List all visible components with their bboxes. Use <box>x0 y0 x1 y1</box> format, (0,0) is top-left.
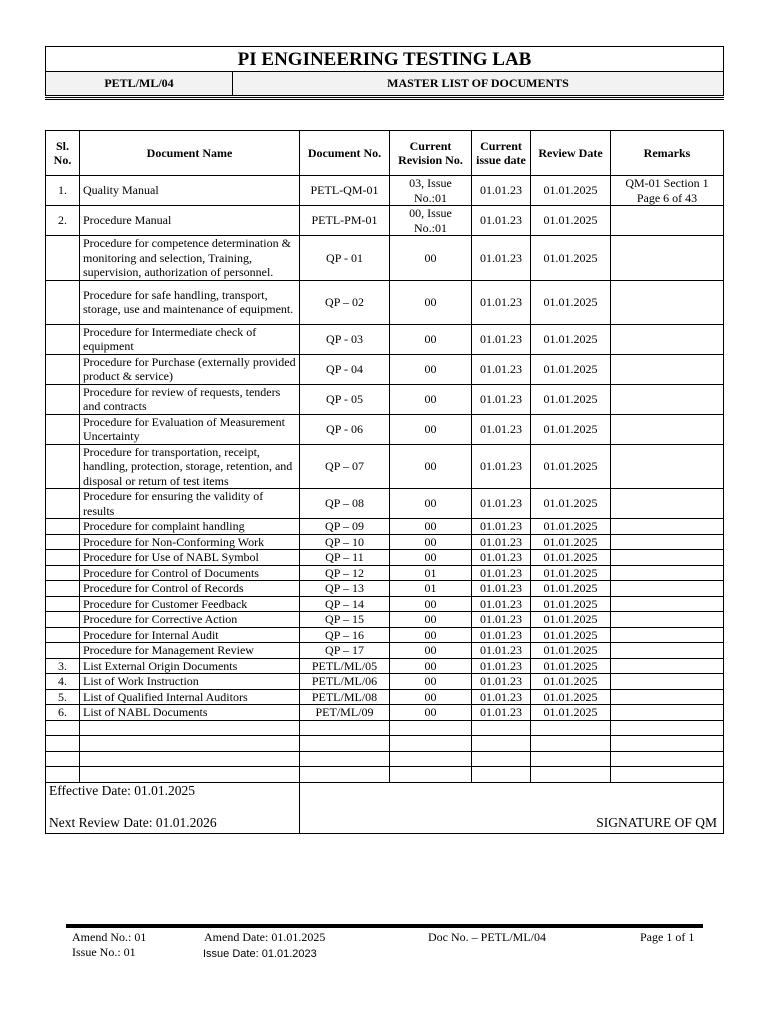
cell-revision: 00 <box>390 384 472 414</box>
cell-revision: 00 <box>390 280 472 324</box>
cell-sl <box>46 280 80 324</box>
table-header-row <box>46 131 724 176</box>
cell-name: List of NABL Documents <box>80 705 300 721</box>
cell-remarks <box>611 612 724 628</box>
cell-doc-no: QP – 15 <box>300 612 390 628</box>
cell-issue-date: 01.01.23 <box>472 176 531 206</box>
cell-remarks <box>611 643 724 659</box>
cell-issue-date: 01.01.23 <box>472 354 531 384</box>
cell-sl <box>46 581 80 597</box>
cell-remarks <box>611 236 724 281</box>
document-code: PETL/ML/04 <box>46 72 233 95</box>
table-row <box>46 354 724 384</box>
header-double-rule <box>45 97 724 100</box>
cell-sl <box>46 534 80 550</box>
cell-revision: 01 <box>390 581 472 597</box>
cell-revision: 00 <box>390 643 472 659</box>
cell-name: Procedure for safe handling, transport, storage, use and maintenance of equipment. <box>80 280 300 324</box>
cell-issue-date: 01.01.23 <box>472 627 531 643</box>
blank-row <box>46 751 724 767</box>
cell-issue-date: 01.01.23 <box>472 581 531 597</box>
cell-doc-no: PETL/ML/08 <box>300 689 390 705</box>
cell-name: Procedure for Use of NABL Symbol <box>80 550 300 566</box>
cell-revision: 00 <box>390 612 472 628</box>
table-row <box>46 643 724 659</box>
col-remarks: Remarks <box>611 131 724 176</box>
cell-sl <box>46 596 80 612</box>
cell-name: Procedure for Internal Audit <box>80 627 300 643</box>
cell-issue-date: 01.01.23 <box>472 612 531 628</box>
cell-review-date: 01.01.2025 <box>531 354 611 384</box>
master-list-table <box>45 130 724 834</box>
col-document-name: Document Name <box>80 131 300 176</box>
cell-doc-no: PETL-QM-01 <box>300 176 390 206</box>
cell-doc-no: QP – 14 <box>300 596 390 612</box>
table-row <box>46 534 724 550</box>
cell-revision: 00 <box>390 324 472 354</box>
table-row <box>46 581 724 597</box>
cell-issue-date: 01.01.23 <box>472 643 531 659</box>
cell-revision: 00 <box>390 674 472 690</box>
cell-doc-no: QP – 13 <box>300 581 390 597</box>
header-subrow <box>46 72 723 95</box>
cell-review-date: 01.01.2025 <box>531 705 611 721</box>
cell-revision: 00 <box>390 550 472 566</box>
cell-remarks <box>611 550 724 566</box>
cell-doc-no: QP - 04 <box>300 354 390 384</box>
blank-row <box>46 736 724 752</box>
cell-doc-no: QP – 07 <box>300 444 390 489</box>
table-row <box>46 384 724 414</box>
cell-doc-no: QP – 16 <box>300 627 390 643</box>
cell-review-date: 01.01.2025 <box>531 643 611 659</box>
cell-issue-date: 01.01.23 <box>472 705 531 721</box>
cell-review-date: 01.01.2025 <box>531 534 611 550</box>
cell-doc-no: PETL/ML/05 <box>300 658 390 674</box>
table-row <box>46 612 724 628</box>
cell-sl <box>46 444 80 489</box>
cell-issue-date: 01.01.23 <box>472 658 531 674</box>
cell-revision: 00 <box>390 534 472 550</box>
cell-name: Procedure for competence determination & monitoring and selection, Training, supervision, authorization of personnel. <box>80 236 300 281</box>
issue-date: Issue Date: 01.01.2023 <box>203 948 317 960</box>
cell-remarks: QM-01 Section 1 Page 6 of 43 <box>611 176 724 206</box>
cell-name: Procedure for Intermediate check of equipment <box>80 324 300 354</box>
cell-name: Procedure for ensuring the validity of results <box>80 489 300 519</box>
cell-name: List External Origin Documents <box>80 658 300 674</box>
cell-name: Procedure for Evaluation of Measurement Uncertainty <box>80 414 300 444</box>
cell-name: Procedure for Customer Feedback <box>80 596 300 612</box>
table-row <box>46 689 724 705</box>
cell-sl: 4. <box>46 674 80 690</box>
cell-revision: 00 <box>390 658 472 674</box>
col-review-date: Review Date <box>531 131 611 176</box>
next-review-date: Next Review Date: 01.01.2026 <box>49 814 217 830</box>
cell-review-date: 01.01.2025 <box>531 324 611 354</box>
cell-review-date: 01.01.2025 <box>531 627 611 643</box>
cell-review-date: 01.01.2025 <box>531 596 611 612</box>
cell-remarks <box>611 489 724 519</box>
cell-revision: 00 <box>390 236 472 281</box>
cell-remarks <box>611 596 724 612</box>
cell-issue-date: 01.01.23 <box>472 674 531 690</box>
cell-revision: 00 <box>390 489 472 519</box>
cell-remarks <box>611 324 724 354</box>
effective-date: Effective Date: 01.01.2025 <box>49 782 195 798</box>
page-number: Page 1 of 1 <box>640 930 695 944</box>
cell-review-date: 01.01.2025 <box>531 658 611 674</box>
footer-doc-no: Doc No. – PETL/ML/04 <box>428 930 546 944</box>
cell-doc-no: QP – 17 <box>300 643 390 659</box>
qm-signature-label: SIGNATURE OF QM <box>596 815 717 830</box>
cell-review-date: 01.01.2025 <box>531 550 611 566</box>
cell-remarks <box>611 444 724 489</box>
cell-name: Procedure for review of requests, tenders and contracts <box>80 384 300 414</box>
cell-name: Quality Manual <box>80 176 300 206</box>
cell-remarks <box>611 658 724 674</box>
document-header <box>45 46 724 96</box>
cell-issue-date: 01.01.23 <box>472 280 531 324</box>
cell-sl: 2. <box>46 206 80 236</box>
cell-name: Procedure for Purchase (externally provided product & service) <box>80 354 300 384</box>
table-row <box>46 414 724 444</box>
table-row <box>46 705 724 721</box>
cell-remarks <box>611 206 724 236</box>
cell-issue-date: 01.01.23 <box>472 414 531 444</box>
cell-issue-date: 01.01.23 <box>472 324 531 354</box>
cell-issue-date: 01.01.23 <box>472 534 531 550</box>
cell-review-date: 01.01.2025 <box>531 444 611 489</box>
col-current-revision: Current Revision No. <box>390 131 472 176</box>
cell-remarks <box>611 354 724 384</box>
cell-revision: 01 <box>390 565 472 581</box>
table-row <box>46 176 724 206</box>
cell-revision: 00 <box>390 689 472 705</box>
cell-issue-date: 01.01.23 <box>472 565 531 581</box>
cell-review-date: 01.01.2025 <box>531 519 611 535</box>
cell-doc-no: QP - 03 <box>300 324 390 354</box>
cell-remarks <box>611 384 724 414</box>
lab-title: PI ENGINEERING TESTING LAB <box>46 47 723 72</box>
cell-revision: 00 <box>390 627 472 643</box>
cell-issue-date: 01.01.23 <box>472 596 531 612</box>
cell-issue-date: 01.01.23 <box>472 384 531 414</box>
cell-doc-no: QP – 10 <box>300 534 390 550</box>
table-row <box>46 444 724 489</box>
blank-row <box>46 767 724 783</box>
cell-sl <box>46 627 80 643</box>
col-current-issue-date: Current issue date <box>472 131 531 176</box>
cell-name: List of Qualified Internal Auditors <box>80 689 300 705</box>
cell-remarks <box>611 627 724 643</box>
table-row <box>46 206 724 236</box>
cell-remarks <box>611 414 724 444</box>
cell-sl: 6. <box>46 705 80 721</box>
cell-review-date: 01.01.2025 <box>531 280 611 324</box>
cell-doc-no: PETL-PM-01 <box>300 206 390 236</box>
cell-revision: 00 <box>390 414 472 444</box>
cell-name: Procedure for Control of Records <box>80 581 300 597</box>
cell-name: Procedure for Non-Conforming Work <box>80 534 300 550</box>
cell-remarks <box>611 581 724 597</box>
cell-review-date: 01.01.2025 <box>531 206 611 236</box>
cell-name: List of Work Instruction <box>80 674 300 690</box>
cell-issue-date: 01.01.23 <box>472 236 531 281</box>
cell-issue-date: 01.01.23 <box>472 444 531 489</box>
table-row <box>46 280 724 324</box>
cell-doc-no: QP – 09 <box>300 519 390 535</box>
cell-sl <box>46 565 80 581</box>
cell-name: Procedure for transportation, receipt, handling, protection, storage, retention, and disposal or return of test items <box>80 444 300 489</box>
cell-doc-no: PETL/ML/06 <box>300 674 390 690</box>
cell-sl <box>46 550 80 566</box>
cell-sl <box>46 324 80 354</box>
cell-doc-no: QP – 11 <box>300 550 390 566</box>
table-row <box>46 596 724 612</box>
cell-sl <box>46 643 80 659</box>
blank-row <box>46 720 724 736</box>
cell-remarks <box>611 519 724 535</box>
table-row <box>46 627 724 643</box>
cell-remarks <box>611 689 724 705</box>
cell-review-date: 01.01.2025 <box>531 489 611 519</box>
cell-name: Procedure for Management Review <box>80 643 300 659</box>
cell-issue-date: 01.01.23 <box>472 206 531 236</box>
cell-sl <box>46 414 80 444</box>
cell-issue-date: 01.01.23 <box>472 689 531 705</box>
signature-cell <box>300 782 724 833</box>
cell-doc-no: QP - 05 <box>300 384 390 414</box>
cell-remarks <box>611 280 724 324</box>
table-row <box>46 519 724 535</box>
col-document-no: Document No. <box>300 131 390 176</box>
amend-no: Amend No.: 01 <box>72 930 147 944</box>
cell-doc-no: QP – 12 <box>300 565 390 581</box>
cell-issue-date: 01.01.23 <box>472 489 531 519</box>
table-footer-row <box>46 782 724 833</box>
cell-sl <box>46 384 80 414</box>
cell-sl <box>46 612 80 628</box>
table-row <box>46 674 724 690</box>
cell-remarks <box>611 534 724 550</box>
cell-revision: 00 <box>390 354 472 384</box>
table-row <box>46 550 724 566</box>
amend-date: Amend Date: 01.01.2025 <box>204 930 326 944</box>
cell-sl <box>46 354 80 384</box>
cell-revision: 00 <box>390 596 472 612</box>
cell-sl <box>46 519 80 535</box>
cell-revision: 00, Issue No.:01 <box>390 206 472 236</box>
footer-rule <box>66 924 703 928</box>
cell-name: Procedure for complaint handling <box>80 519 300 535</box>
document-title: MASTER LIST OF DOCUMENTS <box>387 76 569 90</box>
cell-revision: 00 <box>390 705 472 721</box>
cell-revision: 00 <box>390 519 472 535</box>
cell-name: Procedure for Control of Documents <box>80 565 300 581</box>
cell-doc-no: QP – 08 <box>300 489 390 519</box>
cell-sl: 1. <box>46 176 80 206</box>
cell-review-date: 01.01.2025 <box>531 176 611 206</box>
cell-sl <box>46 236 80 281</box>
cell-sl <box>46 489 80 519</box>
cell-review-date: 01.01.2025 <box>531 689 611 705</box>
table-row <box>46 658 724 674</box>
cell-sl: 5. <box>46 689 80 705</box>
col-sl-no: Sl. No. <box>46 131 80 176</box>
cell-name: Procedure Manual <box>80 206 300 236</box>
cell-review-date: 01.01.2025 <box>531 236 611 281</box>
cell-name: Procedure for Corrective Action <box>80 612 300 628</box>
cell-review-date: 01.01.2025 <box>531 414 611 444</box>
issue-no: Issue No.: 01 <box>72 945 136 959</box>
cell-issue-date: 01.01.23 <box>472 550 531 566</box>
cell-doc-no: QP – 02 <box>300 280 390 324</box>
cell-review-date: 01.01.2025 <box>531 612 611 628</box>
dates-cell <box>46 782 300 833</box>
cell-review-date: 01.01.2025 <box>531 581 611 597</box>
cell-review-date: 01.01.2025 <box>531 384 611 414</box>
cell-doc-no: PET/ML/09 <box>300 705 390 721</box>
cell-doc-no: QP - 06 <box>300 414 390 444</box>
cell-remarks <box>611 705 724 721</box>
table-row <box>46 236 724 281</box>
cell-revision: 03, Issue No.:01 <box>390 176 472 206</box>
table-row <box>46 489 724 519</box>
cell-sl: 3. <box>46 658 80 674</box>
cell-review-date: 01.01.2025 <box>531 565 611 581</box>
cell-issue-date: 01.01.23 <box>472 519 531 535</box>
cell-review-date: 01.01.2025 <box>531 674 611 690</box>
cell-revision: 00 <box>390 444 472 489</box>
cell-remarks <box>611 565 724 581</box>
table-row <box>46 565 724 581</box>
cell-remarks <box>611 674 724 690</box>
table-row <box>46 324 724 354</box>
cell-doc-no: QP - 01 <box>300 236 390 281</box>
